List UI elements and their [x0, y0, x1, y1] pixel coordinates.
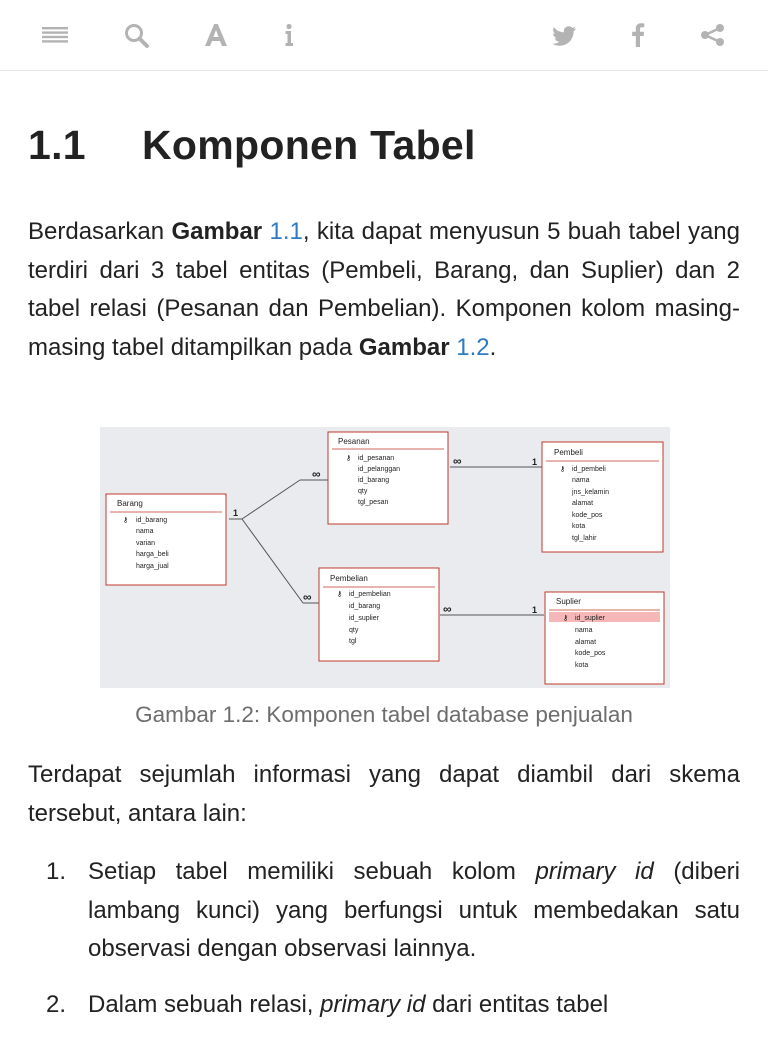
- field: varian: [136, 540, 156, 547]
- key-icon: ⚷: [123, 517, 129, 524]
- figure-ref-link[interactable]: 1.2: [456, 334, 490, 362]
- menu-icon[interactable]: [40, 20, 70, 50]
- field: alamat: [575, 639, 597, 646]
- key-icon: ⚷: [563, 615, 569, 622]
- intro-paragraph: [28, 213, 740, 368]
- list-item: [28, 853, 740, 969]
- field: harga_beli: [136, 551, 169, 558]
- text-segment: Setiap tabel memiliki sebuah kolom: [88, 858, 536, 885]
- one-marker: 1: [532, 605, 538, 615]
- italic-text: primary id: [320, 991, 426, 1019]
- bold-text: Gambar: [358, 334, 450, 362]
- field: tgl: [349, 638, 357, 645]
- facebook-icon[interactable]: [623, 20, 653, 50]
- table-pembelian: [319, 568, 439, 661]
- field: kode_pos: [575, 650, 606, 657]
- text-segment: Berdasarkan: [28, 218, 172, 245]
- table-title: Pesanan: [338, 437, 370, 446]
- font-icon[interactable]: [201, 20, 231, 50]
- text-segment: .: [489, 334, 497, 362]
- field: alamat: [572, 500, 594, 507]
- section-number: 1.1: [28, 122, 86, 168]
- field: kota: [572, 523, 586, 530]
- search-icon[interactable]: [121, 20, 151, 50]
- italic-text: primary id: [535, 858, 654, 885]
- field: id_barang: [136, 517, 168, 524]
- many-marker: ∞: [312, 467, 321, 481]
- share-icon[interactable]: [698, 20, 728, 50]
- figure-ref-link[interactable]: 1.1: [269, 218, 303, 245]
- field: id_barang: [358, 477, 390, 484]
- twitter-icon[interactable]: [549, 20, 579, 50]
- text-segment: dari entitas tabel: [432, 991, 609, 1019]
- key-icon: ⚷: [346, 455, 352, 462]
- body-paragraph: Terdapat sejumlah informasi yang dapat diambil dari skema tersebut, antara lain:: [28, 761, 740, 827]
- rel-line: [242, 519, 303, 603]
- field: nama: [572, 477, 590, 484]
- field: kode_pos: [572, 512, 603, 519]
- table-title: Pembeli: [554, 448, 583, 457]
- many-marker: ∞: [303, 590, 312, 604]
- field: qty: [349, 627, 359, 634]
- one-marker: 1: [532, 457, 538, 467]
- er-diagram: [100, 427, 670, 688]
- field: jns_kelamin: [572, 489, 609, 496]
- table-title: Pembelian: [330, 574, 368, 583]
- field: id_pembelian: [349, 591, 391, 598]
- section-heading: [28, 122, 476, 169]
- field: tgl_lahir: [572, 535, 597, 542]
- many-marker: ∞: [443, 602, 452, 616]
- figure-caption: Gambar 1.2: Komponen tabel database penjualan: [135, 702, 633, 727]
- field: harga_jual: [136, 563, 169, 570]
- table-barang: [106, 494, 226, 585]
- field: id_suplier: [575, 615, 605, 622]
- text-segment: (diberi lambang kunci) yang berfungsi untuk membedakan satu observasi dengan observasi lainnya.: [88, 858, 741, 963]
- field: id_pelanggan: [358, 466, 401, 473]
- text-segment: , kita dapat menyusun 5 buah tabel yang terdiri dari 3 tabel entitas (Pembeli, Barang, dan Suplier) dan 2 tabel relasi (Pesanan dan Pembelian). Komponen kolom masing-masing tabel ditampilkan pada: [28, 218, 740, 362]
- field: qty: [358, 488, 368, 495]
- info-icon[interactable]: [274, 20, 304, 50]
- section-title: Komponen Tabel: [142, 122, 476, 168]
- field: id_pembeli: [572, 466, 606, 473]
- list-number: 2.: [46, 991, 67, 1019]
- bold-text: Gambar: [171, 218, 263, 245]
- rel-line: [242, 480, 300, 519]
- field: nama: [575, 627, 593, 634]
- table-pesanan: [328, 432, 448, 524]
- key-icon: ⚷: [560, 466, 566, 473]
- top-toolbar: [0, 0, 768, 71]
- field: id_barang: [349, 603, 381, 610]
- table-title: Suplier: [556, 597, 581, 606]
- key-icon: ⚷: [337, 591, 343, 598]
- field: kota: [575, 662, 589, 669]
- list-number: 1.: [46, 858, 67, 885]
- field: id_suplier: [349, 615, 379, 622]
- field: tgl_pesan: [358, 499, 389, 506]
- er-diagram-figure: [100, 427, 670, 688]
- text-segment: Dalam sebuah relasi,: [88, 991, 314, 1019]
- table-title: Barang: [117, 499, 143, 508]
- table-pembeli: [542, 442, 663, 552]
- field: nama: [136, 528, 154, 535]
- list-item: [28, 986, 740, 1025]
- field: id_pesanan: [358, 455, 395, 462]
- table-suplier: [545, 592, 664, 684]
- one-marker: 1: [233, 508, 239, 518]
- many-marker: ∞: [453, 454, 462, 468]
- numbered-list: [28, 853, 740, 1042]
